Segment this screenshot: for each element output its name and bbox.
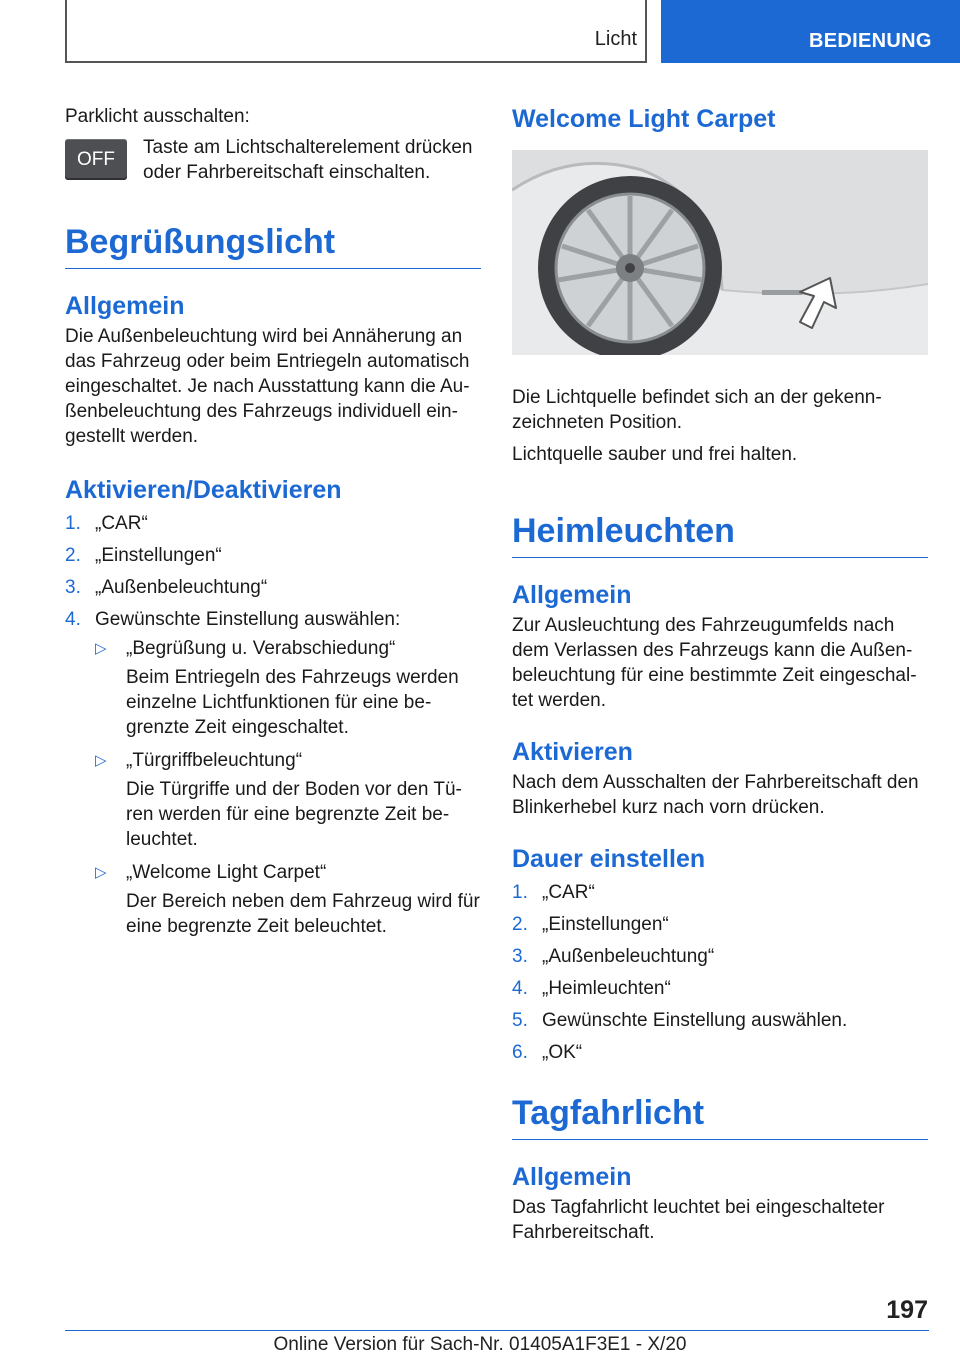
header-box [65,0,647,63]
right-column [512,100,928,1245]
tag-allgemein-text: Das Tagfahrlicht leuchtet bei eingeschalteter Fahrbereitschaft. [512,1197,885,1243]
heading-allgemein: Allgemein [65,292,185,320]
car-wheel-illustration [512,150,928,355]
heading-heim-aktivieren: Aktivieren [512,738,633,766]
heading-tag-allgemein: Allgemein [512,1163,632,1191]
option-item: ▷ „Türgriffbeleuchtung“ Die Türgriffe und der Boden vor den Türen werden für eine begrenzte Zeit beleuchtet. [95,750,462,850]
header-chapter-tab: BEDIENUNG [661,0,960,63]
figure-caption: Die Lichtquelle befindet sich an der gekennzeichneten Position. [512,387,882,433]
car-wheel-figure [512,150,928,355]
option-item: ▷ „Welcome Light Carpet“ Der Bereich neben dem Fahrzeug wird für eine begrenzte Zeit beleuchtet. [95,862,480,937]
heim-allgemein-text: Zur Ausleuchtung des Fahrzeugumfelds nach dem Verlassen des Fahrzeugs kann die Außenbeleuchtung für eine bestimmte Zeit eingeschaltet werden. [512,615,917,711]
list-item: 1. „CAR“ [65,513,148,534]
heading-dauer-einstellen: Dauer einstellen [512,845,706,873]
left-column [65,100,481,947]
list-item: 1. „CAR“ [512,882,595,903]
dauer-steps-list [512,880,928,1065]
list-item: 2. „Einstellungen“ [512,914,669,935]
heim-aktivieren-text: Nach dem Ausschalten der Fahrbereitschaft den Blinkerhebel kurz nach vorn drücken. [512,772,919,818]
list-item: 3. „Außenbeleuchtung“ [65,577,268,598]
footer-online-version: Online Version für Sach-Nr. 01405A1F3E1 - X/20 [273,1334,687,1355]
list-item: 5. Gewünschte Einstellung auswählen. [512,1010,848,1031]
triangle-bullet-icon: ▷ [95,752,107,769]
page-number: 197 [886,1296,928,1324]
triangle-bullet-icon: ▷ [95,640,107,657]
list-item: 4. Gewünschte Einstellung auswählen: ▷ „Begrüßung u. Verabschiedung“ Beim Entriegeln des Fahrzeugs werden einzelne Lichtfunktionen für eine begrenzte Zeit eingeschaltet. ▷ „Türgriffbeleuchtung“ Die Türgriffe und der Boden vor den Türen werden für eine begrenzte Zeit beleuchtet. ▷ „Welcome Light Carpet“ Der Bereich neben dem Fahrzeug wird für eine begrenzte Zeit beleuchtet. [65,609,480,937]
triangle-bullet-icon: ▷ [95,864,107,881]
list-item: 6. „OK“ [512,1042,583,1063]
heading-welcome-light-carpet: Welcome Light Carpet [512,105,776,133]
heading-heim-allgemein: Allgemein [512,581,632,609]
header-section-title: Licht [594,28,637,50]
list-item: 4. „Heimleuchten“ [512,978,671,999]
off-instruction-row [65,135,481,185]
footer-divider [65,1330,929,1331]
option-item: ▷ „Begrüßung u. Verabschiedung“ Beim Entriegeln des Fahrzeugs werden einzelne Lichtfunktionen für eine begrenzte Zeit eingeschaltet. [95,638,459,738]
off-button-icon: OFF [65,139,127,180]
heading-aktivieren-deaktivieren: Aktivieren/Deaktivieren [65,476,342,504]
figure-note: Lichtquelle sauber und frei halten. [512,444,798,465]
options-list [95,636,481,939]
heading-heimleuchten: Heimleuchten [512,511,928,558]
off-instruction-text: Taste am Lichtschalterelement drücken oder Fahrbereitschaft einschalten. [143,137,473,183]
heading-tagfahrlicht: Tagfahrlicht [512,1093,928,1140]
list-item: 3. „Außenbeleuchtung“ [512,946,715,967]
heading-begruessungslicht: Begrüßungslicht [65,222,481,269]
parklicht-intro: Parklicht ausschalten: [65,106,250,127]
allgemein-text: Die Außenbeleuchtung wird bei Annäherung an das Fahrzeug oder beim Entriegeln automatisch eingeschaltet. Je nach Ausstattung kann die Außenbeleuchtung des Fahrzeugs individuell eingestellt werden. [65,326,470,447]
steps-list [65,511,481,939]
list-item: 2. „Einstellungen“ [65,545,222,566]
